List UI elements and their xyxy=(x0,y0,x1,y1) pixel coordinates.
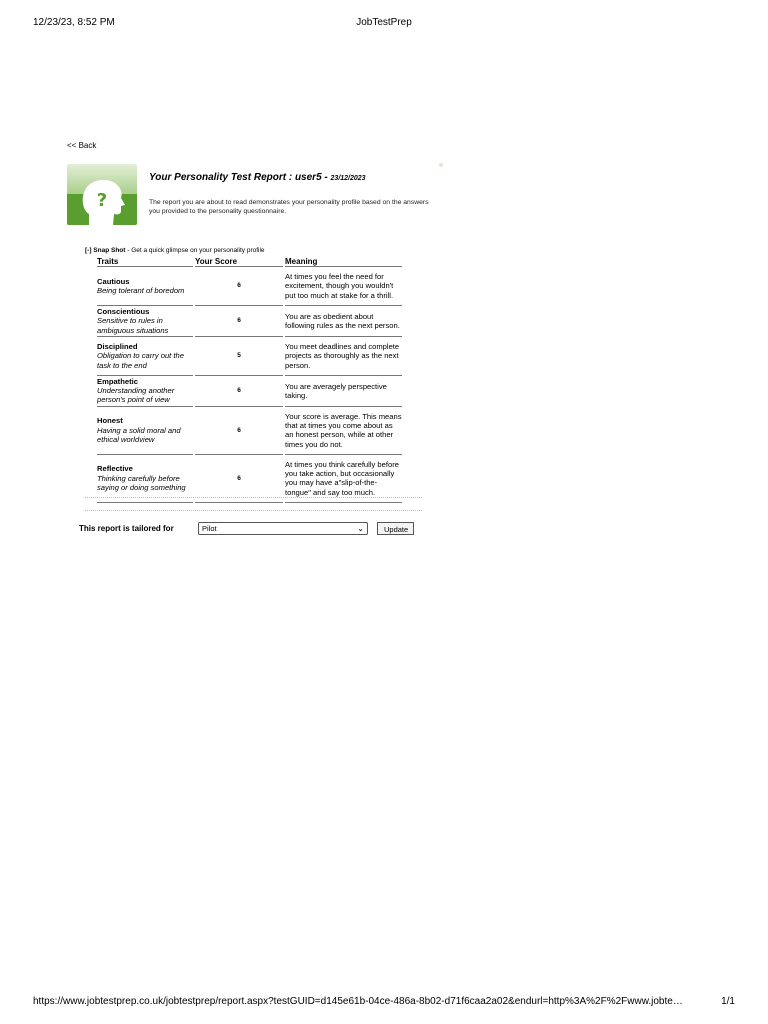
decorative-leaf-icon xyxy=(438,162,444,168)
report-intro: The report you are about to read demonstrates your personality profile based on the answers you provided to the personality questionnaire. xyxy=(149,199,429,215)
table-row xyxy=(97,376,402,407)
meaning-cell: You are as obedient about following rules as the next person. xyxy=(285,306,402,337)
score-cell: 6 xyxy=(195,455,283,503)
score-cell: 6 xyxy=(195,407,283,455)
header-score: Your Score xyxy=(195,256,283,267)
print-header-title: JobTestPrep xyxy=(356,17,412,28)
trait-description: Sensitive to rules in ambiguous situations xyxy=(97,316,169,335)
table-row xyxy=(97,455,402,503)
report-date: 23/12/2023 xyxy=(330,175,366,182)
score-cell: 5 xyxy=(195,337,283,376)
snapshot-line xyxy=(85,247,265,254)
trait-name: Cautious xyxy=(97,276,130,286)
report-title-text: Your Personality Test Report : user5 - xyxy=(149,172,331,183)
tailored-label: This report is tailored for xyxy=(79,524,174,533)
table-row xyxy=(97,267,402,306)
trait-name: Reflective xyxy=(97,464,133,474)
update-button[interactable]: Update xyxy=(377,522,414,535)
meaning-cell: Your score is average. This means that at times you come about as an honest person, while at other times you do not. xyxy=(285,407,402,455)
snapshot-description: - Get a quick glimpse on your personality profile xyxy=(125,247,265,254)
trait-cell xyxy=(97,455,193,503)
table-row xyxy=(97,337,402,376)
table-header-row xyxy=(97,256,402,267)
divider xyxy=(85,497,422,498)
role-select[interactable] xyxy=(198,522,368,535)
trait-name: Empathetic xyxy=(97,376,138,386)
trait-description: Understanding another person's point of view xyxy=(97,386,175,405)
score-cell: 6 xyxy=(195,376,283,407)
trait-cell xyxy=(97,306,193,337)
trait-cell xyxy=(97,407,193,455)
snapshot-toggle[interactable]: [-] Snap Shot xyxy=(85,247,126,254)
chevron-down-icon: ⌄ xyxy=(357,524,364,533)
meaning-cell: You meet deadlines and complete projects as thoroughly as the next person. xyxy=(285,337,402,376)
trait-name: Disciplined xyxy=(97,341,138,351)
trait-cell xyxy=(97,267,193,306)
personality-logo xyxy=(67,164,137,225)
report-title xyxy=(149,172,366,183)
table-row xyxy=(97,407,402,455)
back-link[interactable]: << Back xyxy=(67,141,97,150)
trait-name: Conscientious xyxy=(97,307,150,316)
header-meaning: Meaning xyxy=(285,256,402,267)
trait-cell xyxy=(97,376,193,407)
trait-cell xyxy=(97,337,193,376)
trait-description: Having a solid moral and ethical worldview xyxy=(97,425,181,444)
print-footer-url: https://www.jobtestprep.co.uk/jobtestprep/report.aspx?testGUID=d145e61b-04ce-486a-8b02-d71f6caa2a02&endurl=http%3A%2F%2Fwww.jobte… xyxy=(33,996,683,1007)
meaning-cell: At times you think carefully before you take action, but occasionally you may have a"slip-of-the-tongue" and say too much. xyxy=(285,455,402,503)
header-traits: Traits xyxy=(97,256,193,267)
table-row xyxy=(97,306,402,337)
traits-table xyxy=(95,256,404,503)
trait-description: Obligation to carry out the task to the end xyxy=(97,351,184,370)
print-footer-page: 1/1 xyxy=(721,996,735,1007)
trait-description: Being tolerant of boredom xyxy=(97,286,185,295)
head-question-icon xyxy=(67,164,137,225)
svg-text:?: ? xyxy=(96,190,108,211)
meaning-cell: You are averagely perspective taking. xyxy=(285,376,402,407)
divider xyxy=(85,510,422,511)
trait-name: Honest xyxy=(97,416,123,426)
score-cell: 6 xyxy=(195,306,283,337)
trait-description: Thinking carefully before saying or doing something xyxy=(97,473,186,492)
print-header-datetime: 12/23/23, 8:52 PM xyxy=(33,17,115,28)
role-select-value: Pilot xyxy=(202,524,217,533)
meaning-cell: At times you feel the need for excitement, though you wouldn't put too much at stake for a thrill. xyxy=(285,267,402,306)
score-cell: 6 xyxy=(195,267,283,306)
